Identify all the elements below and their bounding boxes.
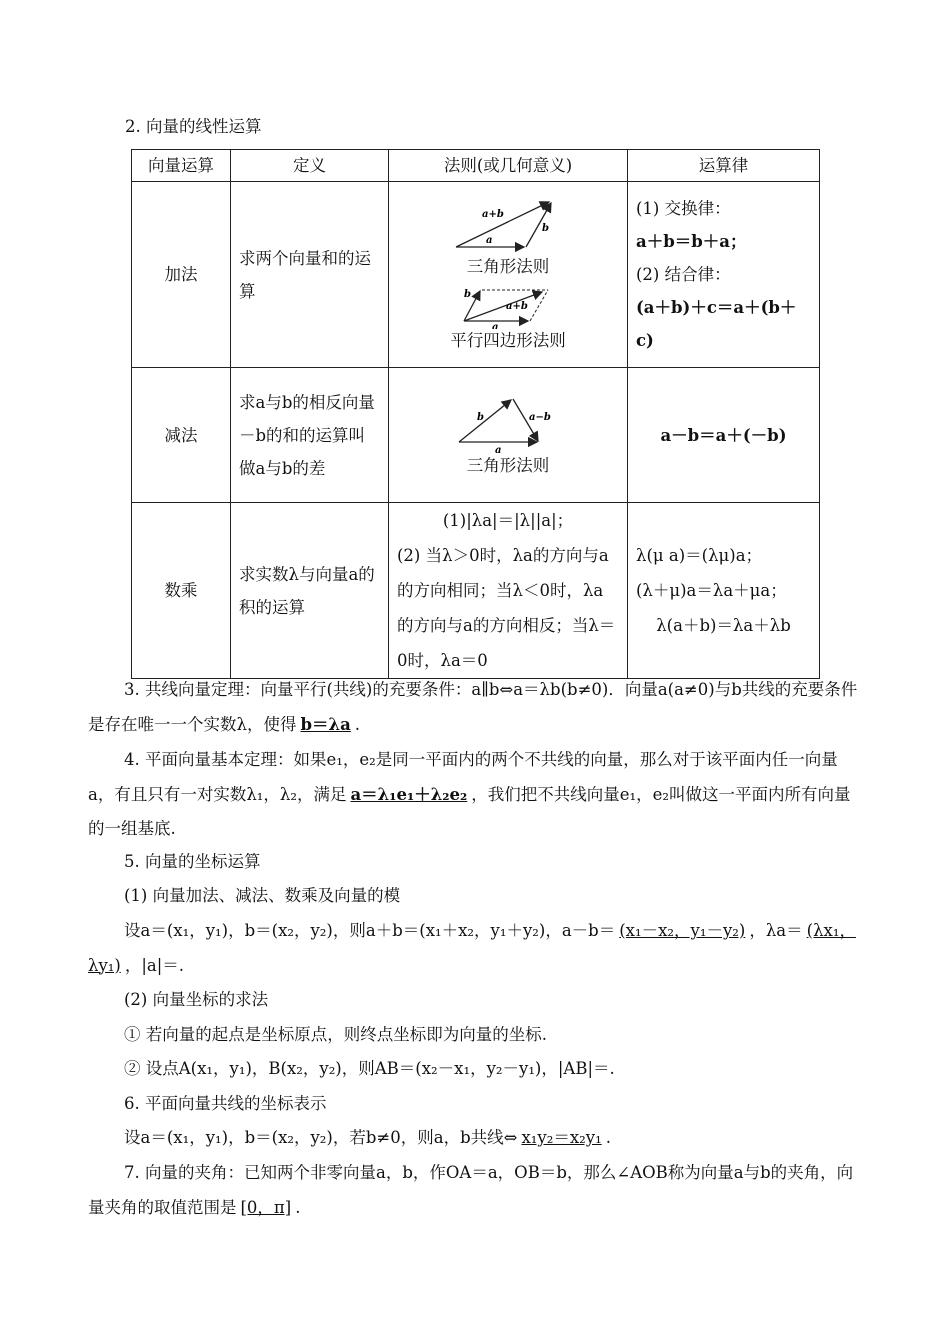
scalar-rule-1: (1)|λa|＝|λ||a|； (442, 511, 574, 530)
law-commutative: a＋b＝b＋a； (636, 232, 747, 251)
coord-ops-blank1: (x₁－x₂，y₁－y₂) (619, 921, 746, 940)
caption-subtraction-rule: 三角形法则 (466, 456, 550, 475)
law-commutative-title: (1) 交换律： (636, 199, 731, 218)
label-b: b (464, 288, 471, 300)
coord-ops-mid: ，λa＝ (749, 921, 803, 940)
coord-ops-lead: 设a＝(x₁，y₁)，b＝(x₂，y₂)，则a＋b＝(x₁＋x₂，y₁＋y₂)，a－b＝ (124, 921, 616, 940)
def-scalar: 求实数λ与向量a的积的运算 (231, 503, 389, 679)
angle-blank: [0，π] (240, 1197, 292, 1217)
label-a-minus-b: a−b (529, 412, 551, 423)
caption-parallelogram-rule: 平行四边形法则 (450, 330, 566, 350)
label-b: b (477, 412, 484, 423)
label-a: a (495, 445, 502, 454)
scalar-law-1: λ(μ a)＝(λμ)a； (636, 546, 763, 565)
scalar-law-2: (λ＋μ)a＝λa＋μa； (636, 581, 787, 600)
label-b: b (542, 222, 549, 234)
angle-end: . (295, 1197, 301, 1217)
label-a-plus-b: a+b (506, 300, 528, 312)
label-a-plus-b: a+b (482, 208, 504, 220)
basis-end: ，我们把不共线向量e₁，e₂叫做这一平面内所有向量的一组基底. (88, 784, 851, 838)
scalar-rule-2: (2) 当λ＞0时，λa的方向与a的方向相同；当λ＜0时，λa的方向与a的方向相反；当λ＝0时，λa＝0 (397, 546, 616, 670)
label-a: a (492, 321, 499, 329)
item-coordinate-origin: ① 若向量的起点是坐标原点，则终点坐标即为向量的坐标. (124, 1025, 547, 1044)
rule-addition (389, 182, 628, 368)
subtraction-formula: a－b＝a＋(－b) (660, 425, 787, 445)
paragraph-collinear-theorem (88, 673, 863, 742)
table-row-scalar (132, 503, 820, 679)
table-row-subtraction (132, 368, 820, 503)
law-associative: (a＋b)＋c＝a＋(b＋ (636, 298, 797, 317)
heading-coordinate-ops: 5. 向量的坐标运算 (124, 852, 261, 871)
linear-operations-table (131, 149, 820, 679)
basis-blank: a＝λ₁e₁＋λ₂e₂ (350, 784, 468, 804)
law-subtraction (628, 368, 820, 503)
collinear-coord-end: . (605, 1128, 611, 1147)
header-laws: 运算律 (628, 150, 820, 182)
def-subtraction: 求a与b的相反向量－b的和的运算叫做a与b的差 (231, 368, 389, 503)
item-coordinate-points: ② 设点A(x₁，y₁)，B(x₂，y₂)，则AB＝(x₂－x₁，y₂－y₁)，|AB|＝. (124, 1059, 615, 1078)
op-name-addition: 加法 (132, 182, 231, 368)
scalar-law-3: λ(a＋b)＝λa＋λb (656, 616, 791, 635)
header-definition: 定义 (231, 150, 389, 182)
triangle-rule-diagram (448, 197, 568, 255)
collinear-end: . (354, 714, 361, 734)
def-addition: 求两个向量和的运算 (231, 182, 389, 368)
basis-text: 4. 平面向量基本定理：如果e₁，e₂是同一平面内的两个不共线的向量，那么对于该平面内任一向量a，有且只有一对实数λ₁，λ₂，满足 (88, 750, 838, 804)
laws-addition (628, 182, 820, 368)
table-header-row (132, 150, 820, 182)
law-associative-cont: c) (636, 331, 654, 350)
collinear-text: 3. 共线向量定理：向量平行(共线)的充要条件：a∥b⇔a＝λb(b≠0)．向量a(a≠0)与b共线的充要条件是存在唯一一个实数λ，使得 (88, 680, 858, 734)
op-name-scalar: 数乘 (132, 503, 231, 679)
paragraph-angle (88, 1156, 863, 1225)
collinear-coord-blank: x₁y₂＝x₂y₁ (521, 1128, 602, 1147)
subtraction-triangle-diagram (453, 392, 563, 454)
coord-ops-end: ，|a|＝. (124, 955, 185, 975)
paragraph-basis-theorem (88, 743, 863, 847)
paragraph-collinear-coordinates (88, 1121, 863, 1156)
rule-scalar (389, 503, 628, 679)
parallelogram-rule-diagram (458, 283, 558, 329)
coord-ops-blank2: (λx₁，λy₁) (88, 921, 856, 975)
caption-triangle-rule: 三角形法则 (466, 256, 550, 276)
subheading-coordinate-ops-1: (1) 向量加法、减法、数乘及向量的模 (124, 886, 401, 905)
collinear-blank: b＝λa (300, 714, 351, 734)
label-a: a (486, 234, 493, 246)
angle-text: 7. 向量的夹角：已知两个非零向量a，b，作OA＝a，OB＝b，那么∠AOB称为向量a与b的夹角，向量夹角的取值范围是 (88, 1163, 854, 1217)
laws-scalar (628, 503, 820, 679)
paragraph-coordinate-ops (88, 914, 863, 983)
law-associative-title: (2) 结合律： (636, 265, 731, 284)
rule-subtraction (389, 368, 628, 503)
op-name-subtraction: 减法 (132, 368, 231, 503)
header-rule: 法则(或几何意义) (389, 150, 628, 182)
table-row-addition (132, 182, 820, 368)
collinear-coord-lead: 设a＝(x₁，y₁)，b＝(x₂，y₂)，若b≠0，则a，b共线⇔ (124, 1128, 518, 1147)
section-title: 2. 向量的线性运算 (125, 117, 262, 136)
subheading-coordinate-find: (2) 向量坐标的求法 (124, 990, 269, 1009)
header-operation: 向量运算 (132, 150, 231, 182)
heading-collinear-coordinates: 6. 平面向量共线的坐标表示 (124, 1094, 327, 1113)
